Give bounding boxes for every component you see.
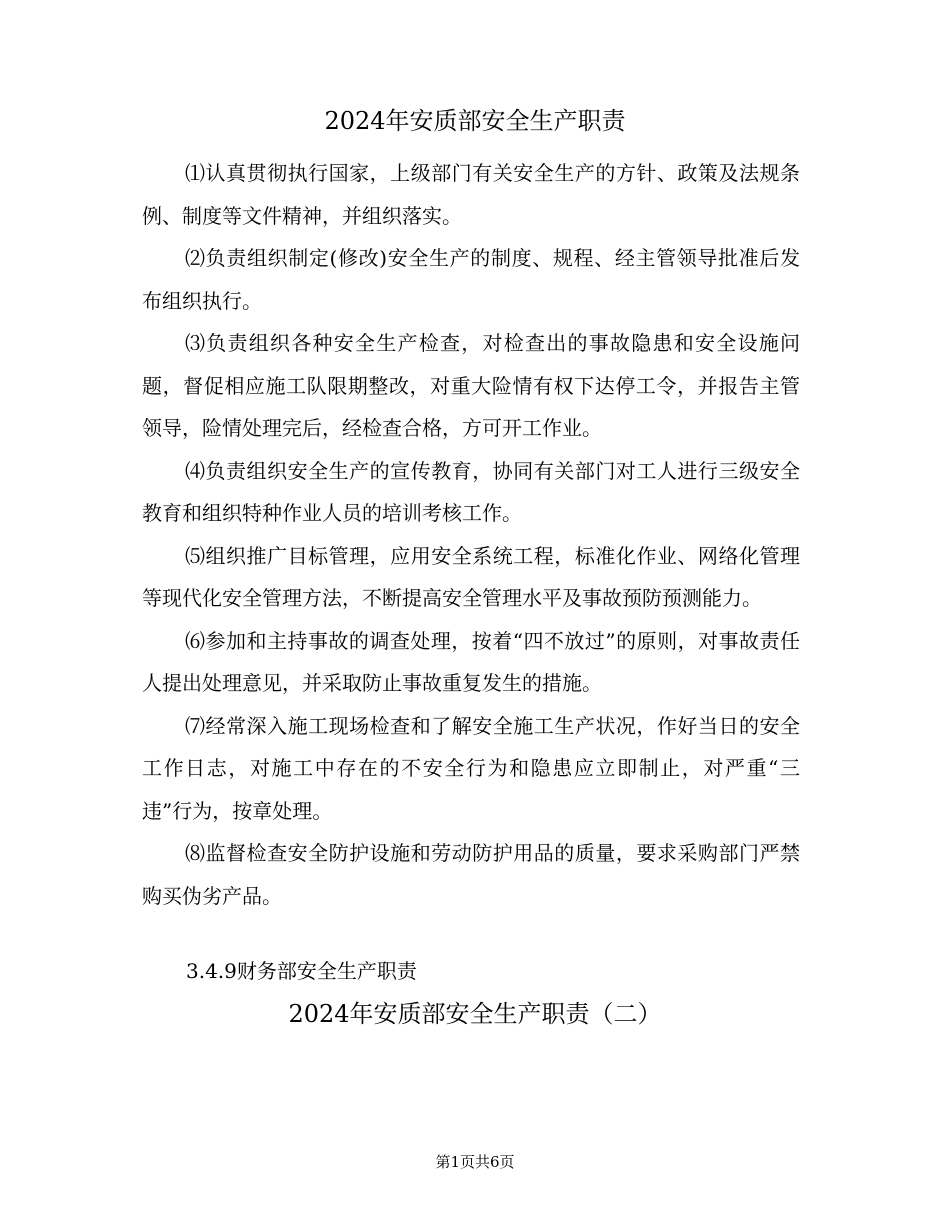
paragraph-7: ⑺经常深入施工现场检查和了解安全施工生产状况，作好当日的安全工作日志，对施工中存在的不安全行为和隐患应立即制止，对严重“三违”行为，按章处理。	[142, 713, 800, 823]
page-footer: 第1页共6页	[435, 1153, 515, 1171]
section-heading: 3.4.9财务部安全生产职责	[186, 959, 417, 983]
second-document-title: 2024年安质部安全生产职责（二）	[288, 1000, 662, 1028]
paragraph-5: ⑸组织推广目标管理，应用安全系统工程，标准化作业、网络化管理等现代化安全管理方法，不断提高安全管理水平及事故预防预测能力。	[142, 543, 800, 610]
paragraph-1: ⑴认真贯彻执行国家，上级部门有关安全生产的方针、政策及法规条例、制度等文件精神，并组织落实。	[142, 161, 800, 228]
document-title: 2024年安质部安全生产职责	[324, 107, 626, 135]
paragraph-2: ⑵负责组织制定(修改)安全生产的制度、规程、经主管领导批准后发布组织执行。	[142, 246, 800, 313]
paragraph-8: ⑻监督检查安全防护设施和劳动防护用品的质量，要求采购部门严禁购买伪劣产品。	[142, 841, 800, 908]
paragraph-6: ⑹参加和主持事故的调查处理，按着“四不放过”的原则，对事故责任人提出处理意见，并采取防止事故重复发生的措施。	[142, 628, 800, 695]
document-body	[142, 152, 800, 917]
paragraph-3: ⑶负责组织各种安全生产检查，对检查出的事故隐患和安全设施问题，督促相应施工队限期整改，对重大险情有权下达停工令，并报告主管领导，险情处理完后，经检查合格，方可开工作业。	[142, 331, 800, 440]
paragraph-4: ⑷负责组织安全生产的宣传教育，协同有关部门对工人进行三级安全教育和组织特种作业人员的培训考核工作。	[142, 458, 800, 525]
